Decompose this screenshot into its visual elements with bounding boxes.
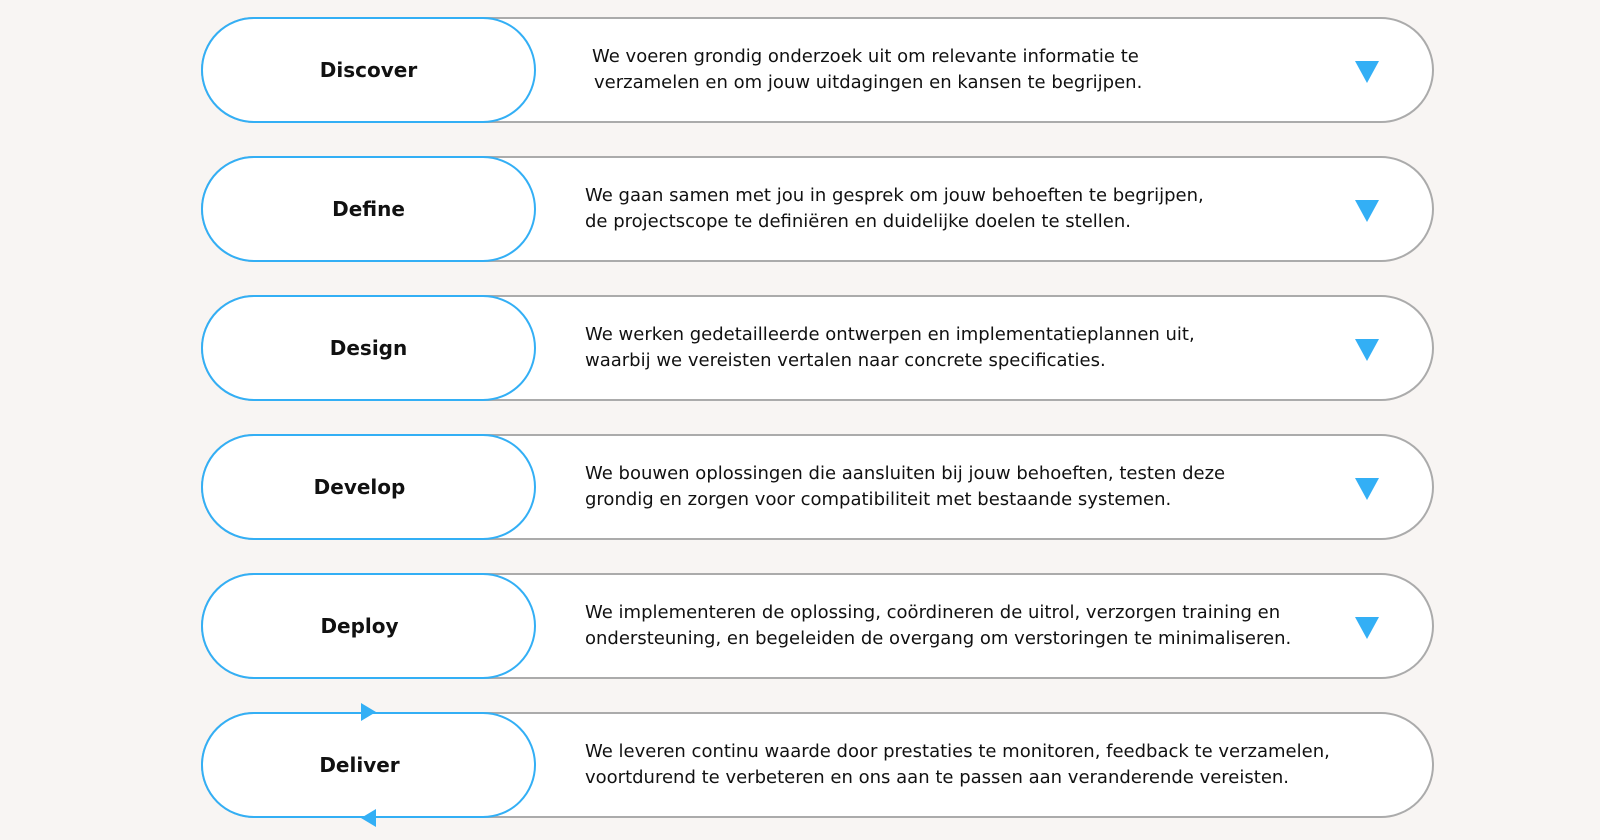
step-deliver xyxy=(201,712,1434,818)
step-description xyxy=(585,156,1345,262)
description-line: de projectscope te definiëren en duidelijke doelen te stellen. xyxy=(585,211,1131,232)
description-line: We gaan samen met jou in gesprek om jouw behoeften te begrijpen, xyxy=(585,185,1204,206)
step-description xyxy=(585,712,1345,818)
arrow-down-icon xyxy=(1355,339,1379,361)
step-design xyxy=(201,295,1434,401)
step-pill xyxy=(201,295,536,401)
description-line: We voeren grondig onderzoek uit om relevante informatie te xyxy=(592,46,1139,67)
description-line: ondersteuning, en begeleiden de overgang om verstoringen te minimaliseren. xyxy=(585,628,1292,649)
description-line: We bouwen oplossingen die aansluiten bij jouw behoeften, testen deze xyxy=(585,463,1226,484)
step-description xyxy=(585,573,1345,679)
step-define xyxy=(201,156,1434,262)
step-pill xyxy=(201,712,536,818)
arrow-down-icon xyxy=(1355,61,1379,83)
description-line: We leveren continu waarde door prestaties te monitoren, feedback te verzamelen, xyxy=(585,741,1330,762)
step-develop xyxy=(201,434,1434,540)
step-description xyxy=(585,295,1345,401)
step-deploy xyxy=(201,573,1434,679)
step-discover xyxy=(201,17,1434,123)
arrow-down-icon xyxy=(1355,478,1379,500)
step-label: Discover xyxy=(319,58,418,82)
arrow-left-icon xyxy=(361,809,376,827)
arrow-down-icon xyxy=(1355,617,1379,639)
step-label: Design xyxy=(329,336,408,360)
step-pill xyxy=(201,156,536,262)
arrow-down-icon xyxy=(1355,200,1379,222)
step-description xyxy=(592,17,1352,123)
description-line: waarbij we vereisten vertalen naar concrete specificaties. xyxy=(585,350,1106,371)
step-description xyxy=(585,434,1345,540)
step-pill xyxy=(201,17,536,123)
arrow-right-icon xyxy=(361,703,376,721)
description-line: We implementeren de oplossing, coördineren de uitrol, verzorgen training en xyxy=(585,602,1281,623)
step-pill xyxy=(201,573,536,679)
step-pill xyxy=(201,434,536,540)
description-line: voortdurend te verbeteren en ons aan te passen aan veranderende vereisten. xyxy=(585,767,1290,788)
step-label: Deliver xyxy=(319,753,400,777)
step-label: Deploy xyxy=(320,614,399,638)
step-label: Define xyxy=(332,197,405,221)
step-label: Develop xyxy=(313,475,406,499)
description-line: verzamelen en om jouw uitdagingen en kansen te begrijpen. xyxy=(594,72,1143,93)
description-line: grondig en zorgen voor compatibiliteit met bestaande systemen. xyxy=(585,489,1172,510)
description-line: We werken gedetailleerde ontwerpen en implementatieplannen uit, xyxy=(585,324,1195,345)
